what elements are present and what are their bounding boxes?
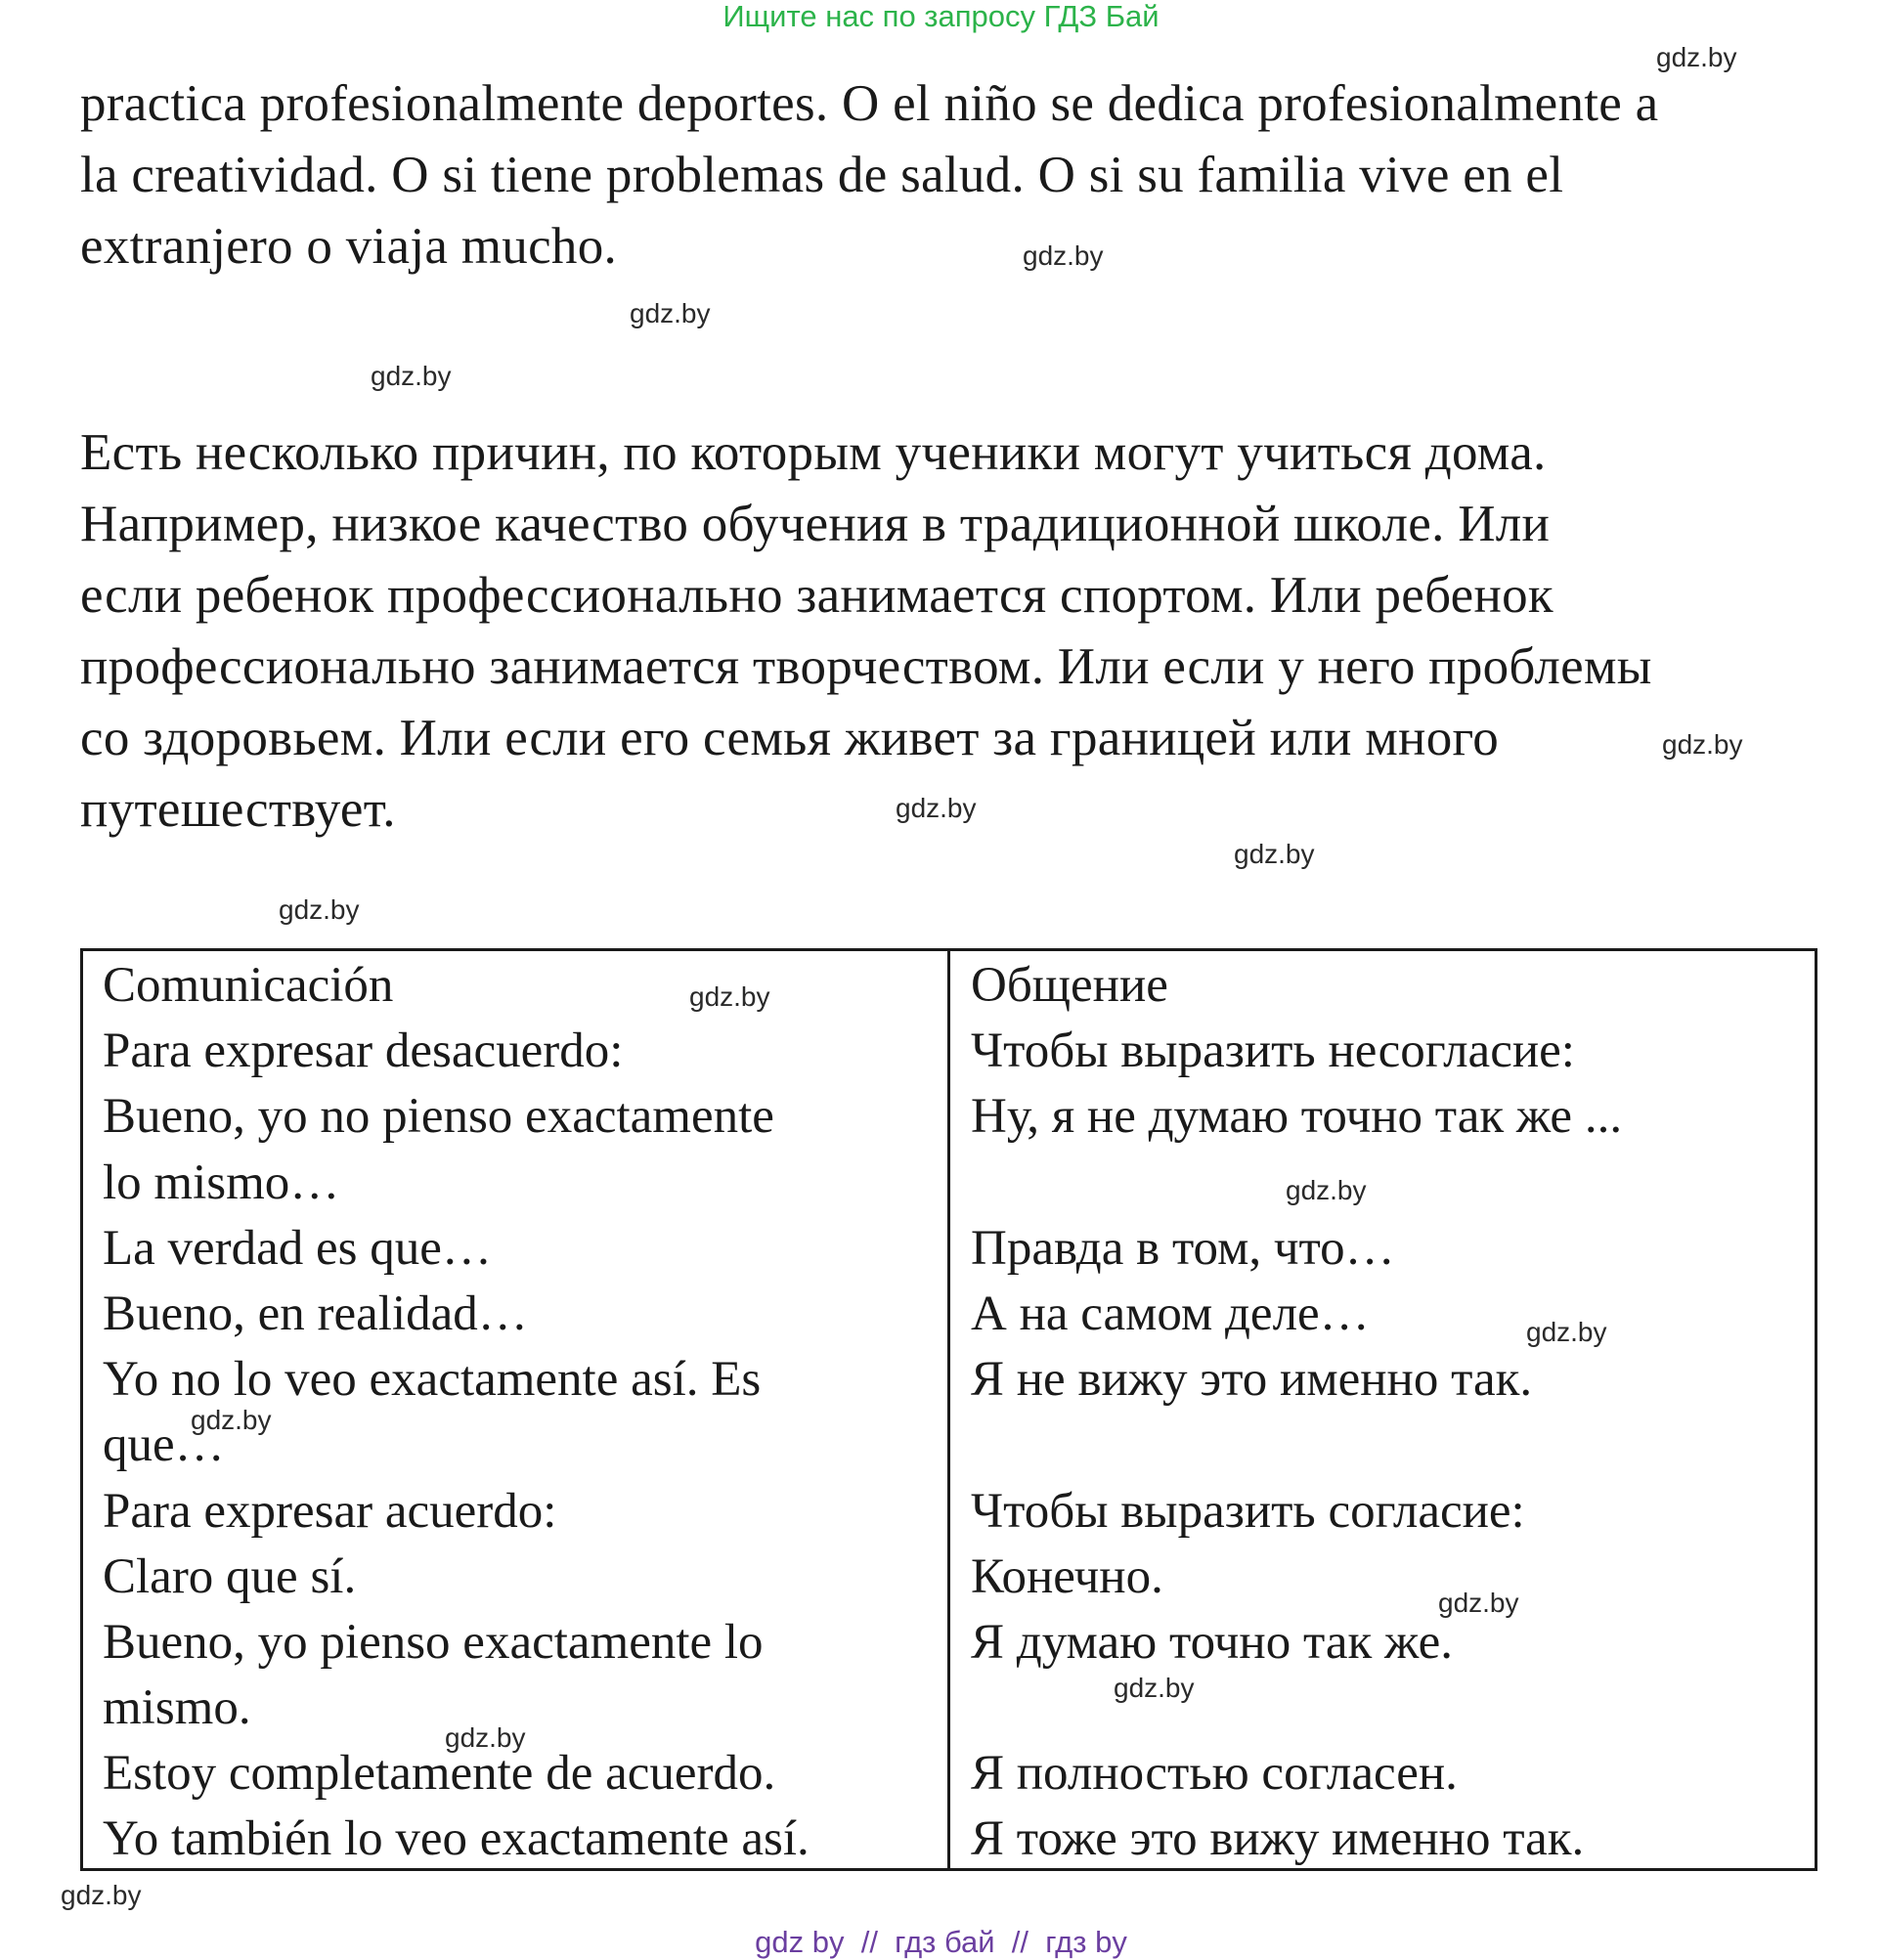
paragraph-line: practica profesionalmente deportes. O el niño se dedica profesionalmente a	[80, 75, 1659, 132]
table-line	[971, 1151, 1812, 1216]
table-line: Estoy completamente de acuerdo.	[103, 1746, 776, 1802]
table-column-russian	[971, 953, 1812, 1873]
paragraph-line: extranjero o viaja mucho.	[80, 218, 618, 275]
top-banner: Ищите нас по запросу ГДЗ Бай	[722, 0, 1160, 33]
watermark: gdz.by	[1526, 1317, 1607, 1347]
table-line: Comunicación	[103, 958, 394, 1013]
table-line: Общение	[971, 958, 1168, 1013]
table-line: Para expresar acuerdo:	[103, 1483, 557, 1539]
watermark: gdz.by	[371, 361, 452, 391]
watermark: gdz.by	[689, 981, 770, 1012]
paragraph-line: профессионально занимается творчеством. Или если у него проблемы	[80, 638, 1652, 695]
watermark: gdz.by	[1286, 1175, 1367, 1205]
watermark: gdz.by	[1114, 1673, 1195, 1703]
table-line: Я тоже это вижу именно так.	[971, 1811, 1585, 1867]
paragraph-line: Есть несколько причин, по которым ученики могут учиться дома.	[80, 424, 1547, 481]
watermark: gdz.by	[191, 1405, 272, 1435]
russian-paragraph	[80, 417, 1830, 846]
table-line: Claro que sí.	[103, 1548, 357, 1604]
watermark: gdz.by	[445, 1722, 526, 1753]
table-line: mismo.	[103, 1680, 251, 1736]
table-column-divider	[947, 948, 950, 1871]
table-line: que…	[103, 1417, 225, 1473]
table-line: Bueno, en realidad…	[103, 1285, 528, 1341]
watermark: gdz.by	[1656, 42, 1737, 72]
paragraph-line: со здоровьем. Или если его семья живет за границей или много	[80, 710, 1500, 766]
watermark: gdz.by	[630, 298, 711, 328]
paragraph-line: Например, низкое качество обучения в традиционной школе. Или	[80, 496, 1551, 552]
paragraph-line: если ребенок профессионально занимается спортом. Или ребенок	[80, 567, 1554, 624]
watermark: gdz.by	[1662, 729, 1743, 760]
table-line: Ну, я не думаю точно так же ...	[971, 1089, 1623, 1145]
table-line: Para expresar desacuerdo:	[103, 1024, 624, 1079]
table-line: Yo no lo veo exactamente así. Es	[103, 1352, 762, 1408]
table-line: Я не вижу это именно так.	[971, 1352, 1533, 1408]
watermark: gdz.by	[1023, 240, 1104, 271]
watermark: gdz.by	[1234, 839, 1315, 869]
paragraph-line: путешествует.	[80, 781, 396, 838]
table-line: Yo también lo veo exactamente así.	[103, 1811, 810, 1867]
table-line	[971, 1413, 1812, 1478]
table-line: lo mismo…	[103, 1154, 340, 1210]
table-line: А на самом деле…	[971, 1285, 1370, 1341]
table-line	[971, 1673, 1812, 1741]
watermark: gdz.by	[1438, 1588, 1519, 1618]
watermark: gdz.by	[896, 793, 977, 823]
table-line: La verdad es que…	[103, 1220, 492, 1276]
table-line: Я полностью согласен.	[971, 1746, 1458, 1802]
table-line: Чтобы выразить несогласие:	[971, 1024, 1575, 1079]
table-line: Я думаю точно так же.	[971, 1614, 1453, 1670]
table-line: Чтобы выразить согласие:	[971, 1483, 1525, 1539]
watermark: gdz.by	[279, 894, 360, 925]
watermark: gdz.by	[61, 1880, 142, 1910]
table-line: Bueno, yo pienso exactamente lo	[103, 1614, 764, 1670]
paragraph-line: la creatividad. O si tiene problemas de salud. O si su familia vive en el	[80, 147, 1564, 203]
table-line: Правда в том, что…	[971, 1220, 1395, 1276]
table-line: Конечно.	[971, 1548, 1163, 1604]
table-line: Bueno, yo no pienso exactamente	[103, 1089, 774, 1145]
spanish-paragraph	[80, 68, 1830, 283]
footer-links: gdz by // гдз бай // гдз by	[755, 1925, 1127, 1959]
